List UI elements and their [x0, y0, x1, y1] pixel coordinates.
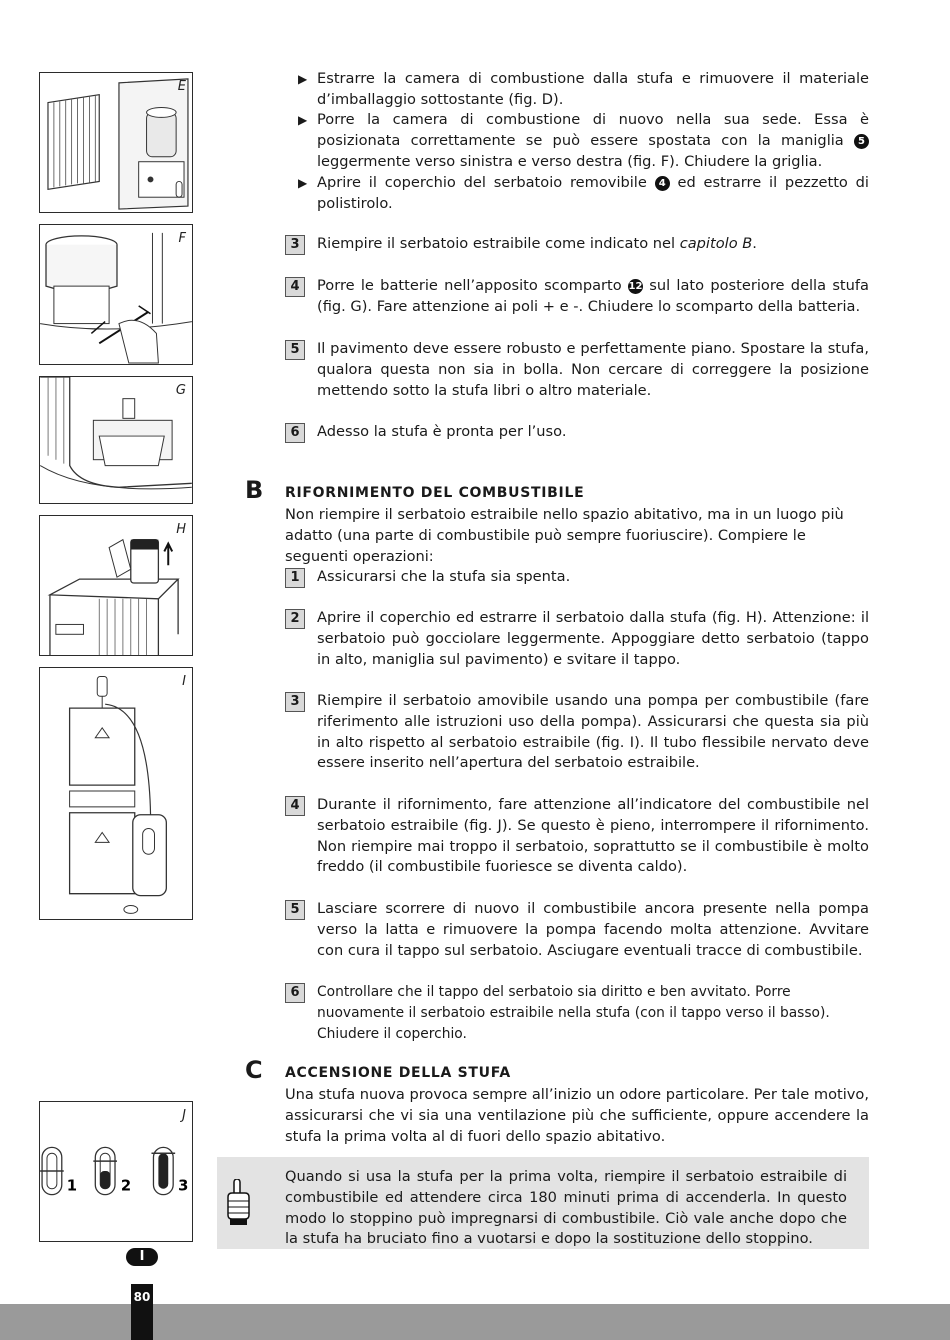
- figure-h: [39, 515, 193, 656]
- install-bullet-3: [298, 173, 869, 215]
- section-b-title: RIFORNIMENTO DEL COMBUSTIBILE: [285, 485, 585, 501]
- figure-i-label: I: [182, 674, 186, 689]
- chapter-reference: capitolo B: [679, 235, 753, 252]
- figure-j: [39, 1101, 193, 1242]
- fuel-indicator-empty: [40, 1147, 64, 1194]
- indicator-label-2: 2: [120, 1177, 132, 1195]
- step-number: 6: [285, 983, 305, 1003]
- install-bullet-2: [298, 110, 869, 172]
- arrow-right-icon: ▶: [298, 176, 308, 190]
- step-number: 4: [285, 796, 305, 816]
- step-text-part: Porre le batterie nell’apposito scomparto: [317, 277, 628, 294]
- figure-f-label: F: [178, 231, 186, 246]
- figure-f-illustration: [40, 225, 192, 364]
- figure-g-label: G: [175, 383, 186, 398]
- figure-i-illustration: [40, 668, 192, 919]
- step-text: [317, 234, 869, 255]
- install-bullet-1: [298, 69, 869, 111]
- bullet-text: Porre la camera di combustione di nuovo nella sua sede. Essa è posizionata correttamente se può essere spostata con la maniglia: [317, 111, 869, 149]
- figure-h-label: H: [176, 522, 186, 537]
- figure-g-illustration: [40, 377, 192, 503]
- figure-f: [39, 224, 193, 365]
- bullet-text: Aprire il coperchio del serbatoio removibile: [317, 174, 655, 191]
- step-text-part: sul lato posteriore della stufa (fig. G). Fare attenzione ai poli + e -. Chiudere lo scomparto della batteria.: [317, 277, 869, 315]
- step-number: 4: [285, 277, 305, 297]
- step-text: Aprire il coperchio ed estrarre il serbatoio dalla stufa (fig. H). Attenzione: il serbatoio può gocciolare leggermente. Appoggiare detto serbatoio (tappo in alto, maniglia sul pavimento) e svitare il tappo.: [317, 609, 869, 668]
- bullet-text: ed estrarre il pezzetto di polistirolo.: [317, 174, 869, 212]
- step-text: Controllare che il tappo del serbatoio sia diritto e ben avvitato. Porre nuovamente il serbatoio estraibile nella stufa (con il tappo verso il basso). Chiudere il coperchio.: [317, 984, 830, 1042]
- pointing-hand-icon: [225, 1179, 251, 1227]
- figure-g: [39, 376, 193, 504]
- indicator-label-1: 1: [66, 1177, 77, 1195]
- step-number: 6: [285, 423, 305, 443]
- step-text: Riempire il serbatoio amovibile usando una pompa per combustibile (fare riferimento alle istruzioni uso della pompa). Assicurarsi che questa sia più in alto rispetto al serbatoio estraibile (fig. I). Il tubo flessibile nervato deve essere inserito nell’apertura del serbatoio estraibile.: [317, 692, 869, 772]
- figure-e-illustration: [40, 73, 192, 212]
- figure-j-label: J: [182, 1108, 186, 1123]
- figure-e-label: E: [177, 79, 186, 94]
- section-b-letter: B: [245, 476, 264, 504]
- step-number: 3: [285, 692, 305, 712]
- bullet-text: Estrarre la camera di combustione dalla stufa e rimuovere il materiale d’imballaggio sottostante (fig. D).: [317, 70, 869, 108]
- figure-h-illustration: [40, 516, 192, 655]
- step-text: Lasciare scorrere di nuovo il combustibile ancora presente nella pompa verso la latta e rimuovere la pompa facendo molta attenzione. Avvitare con cura il tappo sul serbatoio. Asciugare eventuali tracce di combustibile.: [317, 900, 869, 959]
- step-text-part: .: [752, 235, 757, 252]
- step-number: 3: [285, 235, 305, 255]
- step-number: 2: [285, 609, 305, 629]
- note-text: Quando si usa la stufa per la prima volta, riempire il serbatoio estraibile di combustibile ed attendere circa 180 minuti prima di accenderla. In questo modo lo stoppino può impregnarsi di combustibile. Ciò vale anche dopo che la stufa ha bruciato fino a vuotarsi e dopo la sostituzione dello stoppino.: [285, 1168, 847, 1248]
- figure-i: [39, 667, 193, 920]
- figure-e: [39, 72, 193, 213]
- step-text: Durante il rifornimento, fare attenzione all’indicatore del combustibile nel serbatoio estraibile (fig. J). Se questo è pieno, interrompere il rifornimento. Non riempire mai troppo il serbatoio, soprattutto se il combustibile è molto freddo (il combustibile fuoriesce se diventa caldo).: [317, 796, 869, 876]
- section-c-intro: Una stufa nuova provoca sempre all’inizio un odore particolare. Per tale motivo, assicurarsi che vi sia una ventilazione più che sufficiente, oppure accendere la stufa la prima volta al di fuori dello spazio abitativo.: [285, 1086, 869, 1145]
- part-ref-badge: 5: [854, 134, 869, 149]
- part-ref-badge: 12: [628, 281, 643, 292]
- indicator-label-3: 3: [178, 1177, 189, 1195]
- note-box: [217, 1157, 869, 1249]
- step-number: 5: [285, 900, 305, 920]
- page-number: 80: [131, 1284, 153, 1340]
- arrow-right-icon: ▶: [298, 72, 308, 86]
- section-c-letter: C: [245, 1056, 263, 1084]
- language-badge: I: [126, 1248, 158, 1266]
- step-text: Il pavimento deve essere robusto e perfettamente piano. Spostare la stufa, qualora questa non sia in bolla. Non cercare di correggere la posizione mettendo sotto la stufa libri o altro materiale.: [317, 340, 869, 399]
- step-text: Assicurarsi che la stufa sia spenta.: [317, 568, 571, 585]
- arrow-right-icon: ▶: [298, 113, 308, 127]
- step-number: 5: [285, 340, 305, 360]
- section-c-title: ACCENSIONE DELLA STUFA: [285, 1065, 511, 1081]
- bullet-text: leggermente verso sinistra e verso destra (fig. F). Chiudere la griglia.: [317, 152, 823, 170]
- step-number: 1: [285, 568, 305, 588]
- figure-j-illustration: [40, 1102, 192, 1241]
- fuel-indicator-half: [93, 1147, 117, 1194]
- step-text-part: Riempire il serbatoio estraibile come indicato nel: [317, 235, 680, 252]
- part-ref-badge: 4: [655, 176, 670, 191]
- step-text: [317, 276, 869, 318]
- section-b-intro: Non riempire il serbatoio estraibile nello spazio abitativo, ma in un luogo più adatto (una parte di combustibile può sempre fuoriuscire). Compiere le seguenti operazioni:: [285, 506, 844, 565]
- fuel-indicator-full: [151, 1147, 175, 1194]
- step-text: Adesso la stufa è pronta per l’uso.: [317, 423, 567, 440]
